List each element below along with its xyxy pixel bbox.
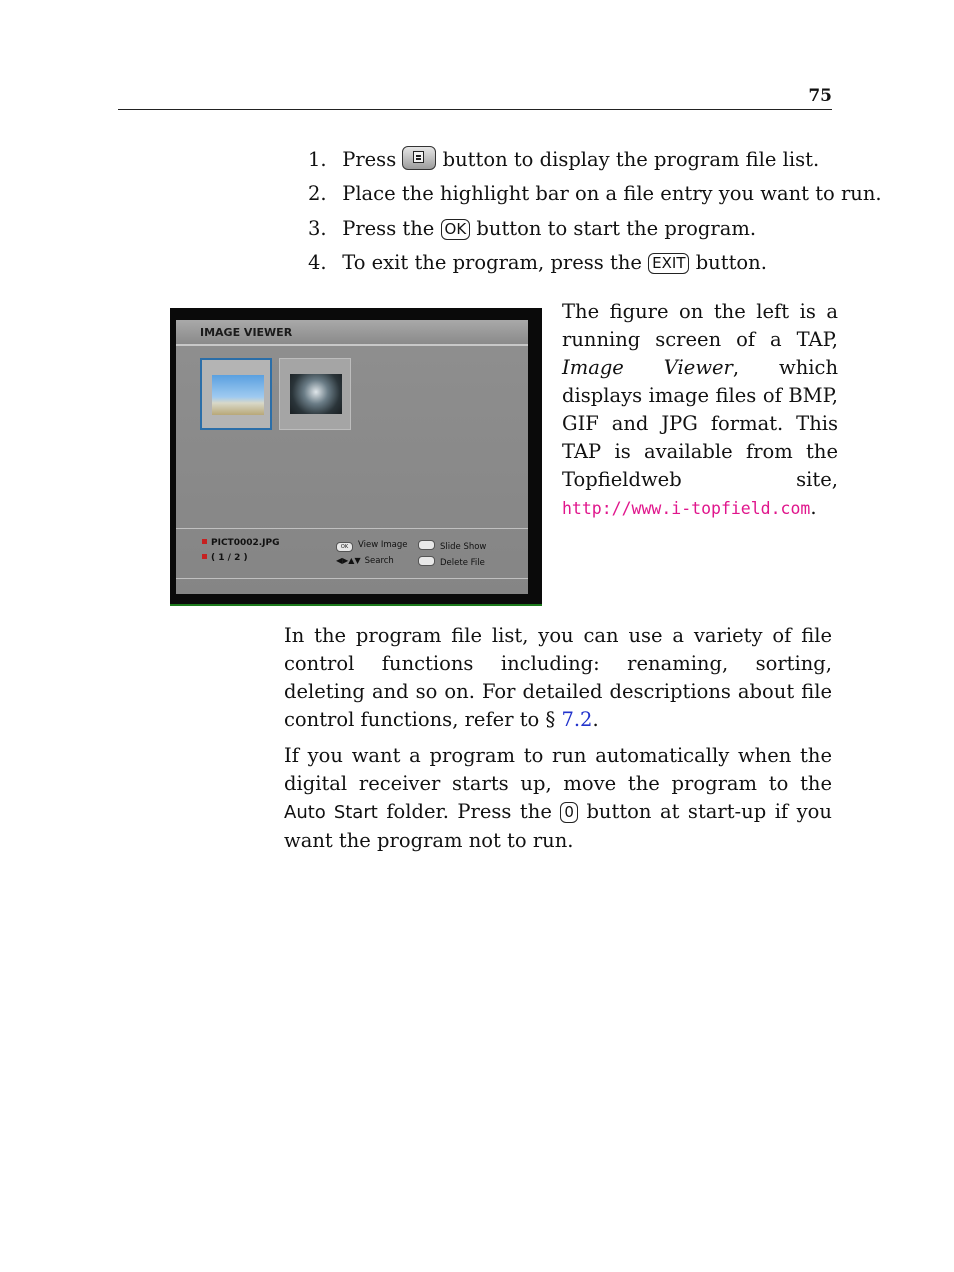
step-4: 4. To exit the program, press the EXIT button. — [308, 251, 767, 275]
exit-key: EXIT — [648, 253, 689, 274]
red-bullet-icon — [202, 539, 207, 544]
list-button-icon — [402, 146, 436, 170]
thumbnail — [279, 358, 351, 430]
tv-cmd-delete-file: Delete File — [418, 556, 485, 568]
paragraph-auto-start: If you want a program to run automatically when the digital receiver starts up, move the program to the Auto Start folder. Press the 0 button at start-up if you want the program not to run. — [284, 744, 832, 852]
thumbnail-selected — [200, 358, 272, 430]
step-3: 3. Press the OK button to start the program. — [308, 216, 757, 240]
tv-header — [176, 320, 528, 346]
ok-pill-icon: OK — [336, 542, 353, 552]
header-rule — [118, 109, 832, 110]
tv-title: IMAGE VIEWER — [200, 326, 293, 339]
tv-divider — [176, 528, 528, 529]
tv-cmd-view-image: OK View Image — [336, 540, 408, 552]
ok-key: OK — [441, 219, 471, 240]
tv-cmd-search: ◀▶▲▼ Search — [336, 556, 394, 566]
red-bullet-icon — [202, 554, 207, 559]
tap-name: Image Viewer — [562, 356, 733, 379]
step-1: 1. Press button to display the program file list. — [308, 148, 820, 171]
tv-divider-bottom — [176, 578, 528, 579]
photo-thumbnail-globe — [290, 374, 342, 414]
tv-screen — [176, 320, 528, 594]
tv-filename: PICT0002.JPG — [202, 538, 280, 548]
step-2: 2. Place the highlight bar on a file entry you want to run. — [308, 182, 882, 206]
play-pill-icon — [418, 540, 435, 550]
auto-start-folder: Auto Start — [284, 802, 378, 823]
section-reference-link[interactable]: 7.2 — [561, 708, 593, 731]
image-viewer-screenshot — [170, 308, 542, 606]
step-list — [308, 144, 882, 282]
page-number: 75 — [808, 86, 832, 106]
white-pill-icon — [418, 556, 435, 566]
arrows-icon: ◀▶▲▼ — [336, 556, 361, 565]
tv-cmd-slide-show: Slide Show — [418, 540, 486, 552]
photo-thumbnail-tree — [212, 375, 264, 415]
paragraph-file-control: In the program file list, you can use a variety of file control functions including: renaming, sorting, deleting and so on. For detailed descriptions about file control functions, refer to § 7.2. — [284, 624, 832, 731]
topfield-link[interactable]: http://www.i-topfield.com — [562, 499, 811, 518]
figure-caption: The figure on the left is a running screen of a TAP, Image Viewer, which displays image files of BMP, GIF and JPG format. This TAP is available from the Topfieldweb site, http://www.i-topfield.com. — [562, 300, 838, 519]
zero-key: 0 — [560, 802, 578, 823]
tv-counter: ( 1 / 2 ) — [202, 553, 248, 563]
